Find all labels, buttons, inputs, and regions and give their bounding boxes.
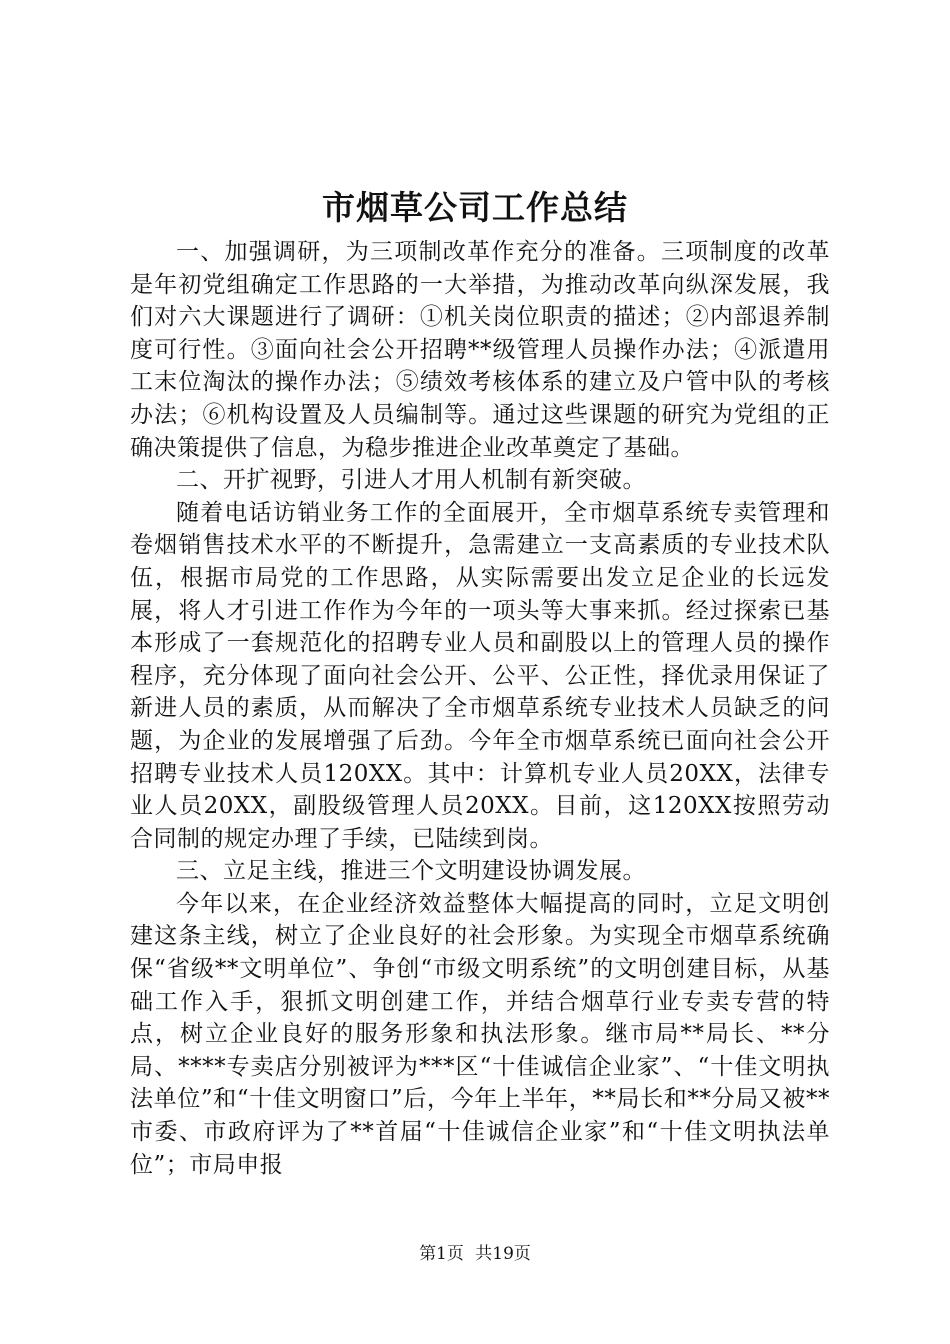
paragraph-heading-civilization: 三、立足主线，推进三个文明建设协调发展。 [176,858,646,885]
paragraph-civilization: 今年以来，在企业经济效益整体大幅提高的同时，立足文明创建这条主线，树立了企业良好的社会形象。为实现全市烟草系统确保“省级**文明单位”、争创“市级文明系统”的文明创建目标，从基础工作入手，狠抓文明创建工作，并结合烟草行业专卖专营的特点，树立企业良好的服务形象和执法形象。继市局**局长、**分局、****专卖店分别被评为***区“十佳诚信企业家”、“十佳文明执法单位”和“十佳文明窗口”后，今年上半年，**局长和**分局又被**市委、市政府评为了**首届“十佳诚信企业家”和“十佳文明执法单位”；市局申报 [130,890,830,1178]
page-number: 第1页 [419,1244,464,1264]
document-body [130,236,830,1181]
page-footer [0,1243,950,1265]
paragraph-talent: 随着电话访销业务工作的全面展开，全市烟草系统专卖管理和卷烟销售技术水平的不断提升，急需建立一支高素质的专业技术队伍，根据市局党的工作思路，从实际需要出发立足企业的长远发展，将人才引进工作作为今年的一项头等大事来抓。经过探索已基本形成了一套规范化的招聘专业人员和副股以上的管理人员的操作程序，充分体现了面向社会公开、公平、公正性，择优录用保证了新进人员的素质，从而解决了全市烟草系统专业技术人员缺乏的问题，为企业的发展增强了后劲。今年全市烟草系统已面向社会公开招聘专业技术人员120XX。其中：计算机专业人员20XX，法律专业人员20XX，副股级管理人员20XX。目前，这120XX按照劳动合同制的规定办理了手续，已陆续到岗。 [130,499,830,852]
document-title: 市烟草公司工作总结 [322,188,628,227]
paragraph-research: 一、加强调研，为三项制改革作充分的准备。三项制度的改革是年初党组确定工作思路的一大举措，为推动改革向纵深发展，我们对六大课题进行了调研：①机关岗位职责的描述；②内部退养制度可行性。③面向社会公开招聘**级管理人员操作办法；④派遣用工末位淘汰的操作办法；⑤绩效考核体系的建立及户管中队的考核办法；⑥机构设置及人员编制等。通过这些课题的研究为党组的正确决策提供了信息，为稳步推进企业改革奠定了基础。 [130,239,830,461]
paragraph-heading-talent: 二、开扩视野，引进人才用人机制有新突破。 [176,467,646,494]
page-total: 共19页 [475,1244,531,1264]
